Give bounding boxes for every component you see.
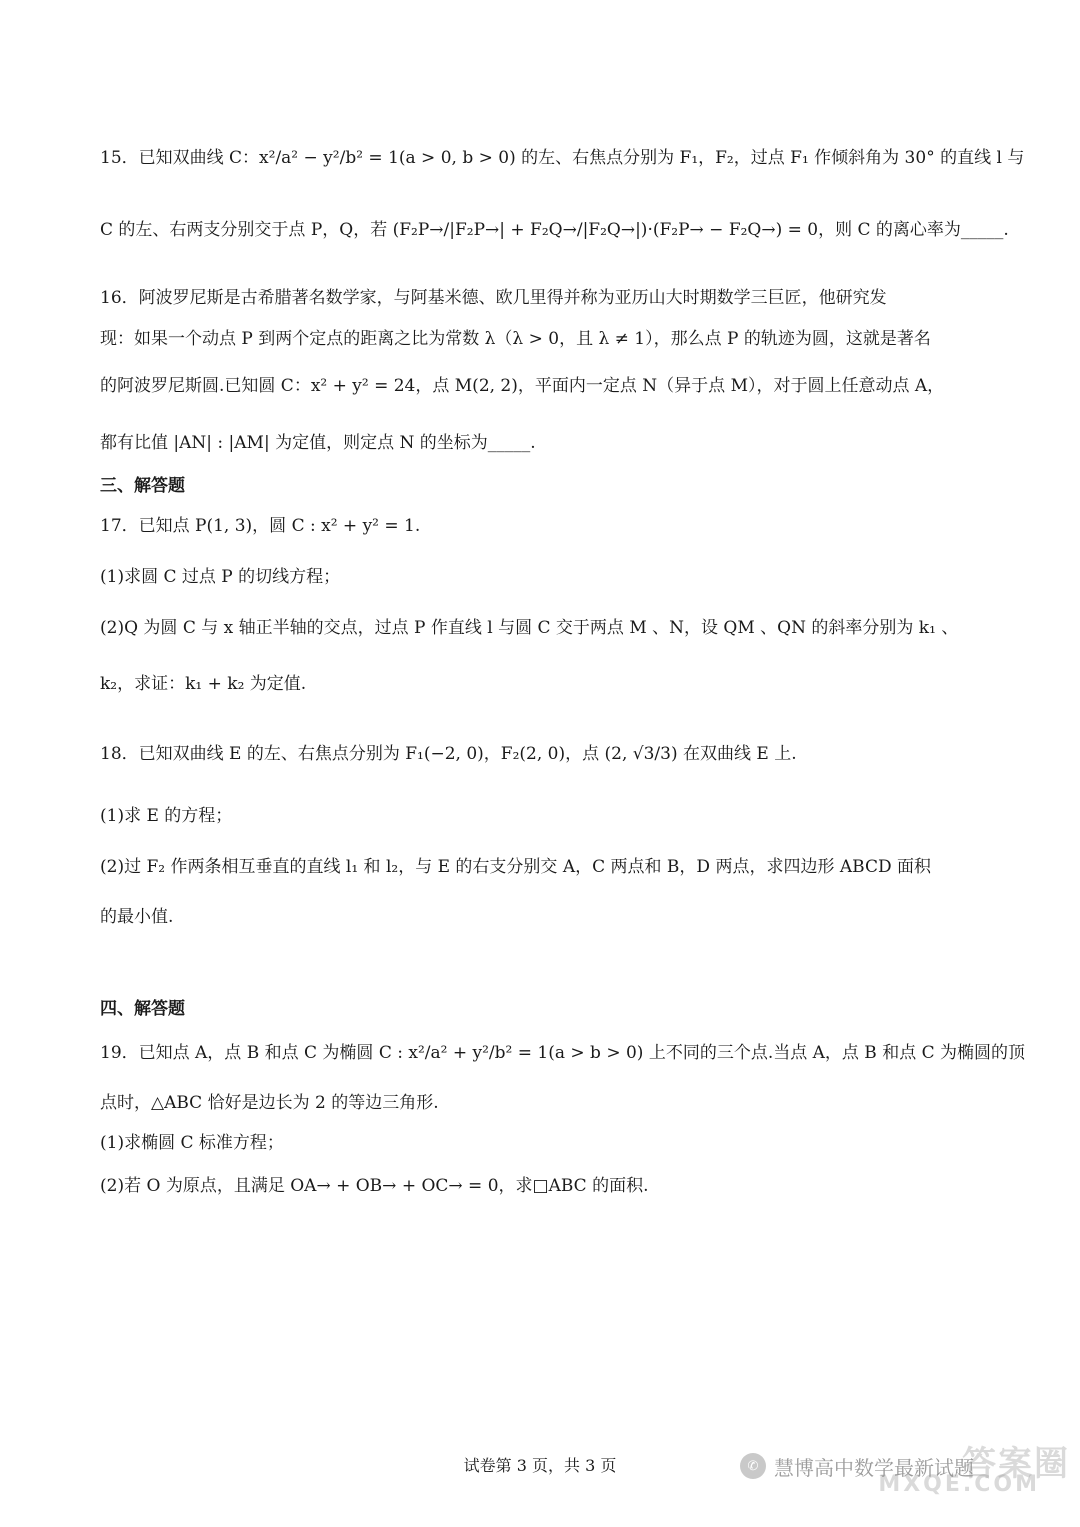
problem-16-line-2: 现：如果一个动点 P 到两个定点的距离之比为常数 λ（λ > 0，且 λ ≠ 1），那么点 P 的轨迹为圆，这就是著名 [100, 329, 931, 349]
problem-19-line-2: 点时，△ABC 恰好是边长为 2 的等边三角形. [100, 1093, 439, 1113]
problem-17-part-1: (1)求圆 C 过点 P 的切线方程； [100, 567, 341, 587]
problem-16-line-1: 16．阿波罗尼斯是古希腊著名数学家，与阿基米德、欧几里得并称为亚历山大时期数学三巨匠，他研究发 [100, 288, 887, 308]
problem-15-line-2: C 的左、右两支分别交于点 P，Q，若 (F₂P→/|F₂P→| + F₂Q→/|F₂Q→|)·(F₂P→ − F₂Q→) = 0，则 C 的离心率为_____. [100, 220, 1009, 240]
watermark [740, 1436, 1080, 1496]
problem-17-line-1: 17．已知点 P(1, 3)，圆 C : x² + y² = 1. [100, 516, 421, 536]
section-heading-3: 三、解答题 [100, 476, 185, 496]
problem-17-part-2: (2)Q 为圆 C 与 x 轴正半轴的交点，过点 P 作直线 l 与圆 C 交于两点 M 、N，设 QM 、QN 的斜率分别为 k₁ 、 [100, 618, 959, 638]
wechat-icon: ✆ [740, 1453, 766, 1479]
page-footer: 试卷第 3 页，共 3 页 [463, 1456, 617, 1475]
problem-18-line-1: 18．已知双曲线 E 的左、右焦点分别为 F₁(−2, 0)，F₂(2, 0)，点 (2, √3/3) 在双曲线 E 上. [100, 744, 797, 764]
problem-15-line-1: 15．已知双曲线 C：x²/a² − y²/b² = 1(a > 0, b > 0) 的左、右焦点分别为 F₁，F₂，过点 F₁ 作倾斜角为 30° 的直线 l 与 [100, 148, 1025, 168]
problem-18-part-2: (2)过 F₂ 作两条相互垂直的直线 l₁ 和 l₂，与 E 的右支分别交 A，C 两点和 B，D 两点，求四边形 ABCD 面积 [100, 857, 931, 877]
watermark-site: MXQE.COM [878, 1472, 1040, 1497]
watermark-account: 慧博高中数学最新试题 [774, 1455, 974, 1480]
problem-16-line-4: 都有比值 |AN| : |AM| 为定值，则定点 N 的坐标为_____. [100, 433, 536, 453]
problem-16-line-3: 的阿波罗尼斯圆.已知圆 C：x² + y² = 24，点 M(2, 2)，平面内一定点 N（异于点 M），对于圆上任意动点 A， [100, 376, 945, 396]
problem-18-part-2-cont: 的最小值. [100, 907, 174, 927]
problem-19-part-1: (1)求椭圆 C 标准方程； [100, 1133, 284, 1153]
problem-19-part-2: (2)若 O 为原点，且满足 OA→ + OB→ + OC→ = 0，求□ABC 的面积. [100, 1176, 649, 1196]
section-heading-4: 四、解答题 [100, 999, 185, 1019]
problem-17-part-2-cont: k₂，求证：k₁ + k₂ 为定值. [100, 674, 307, 694]
watermark-logo: 答案圈 [962, 1444, 1070, 1484]
problem-18-part-1: (1)求 E 的方程； [100, 806, 233, 826]
problem-19-line-1: 19．已知点 A，点 B 和点 C 为椭圆 C : x²/a² + y²/b² = 1(a > b > 0) 上不同的三个点.当点 A，点 B 和点 C 为椭圆的顶 [100, 1043, 1026, 1063]
